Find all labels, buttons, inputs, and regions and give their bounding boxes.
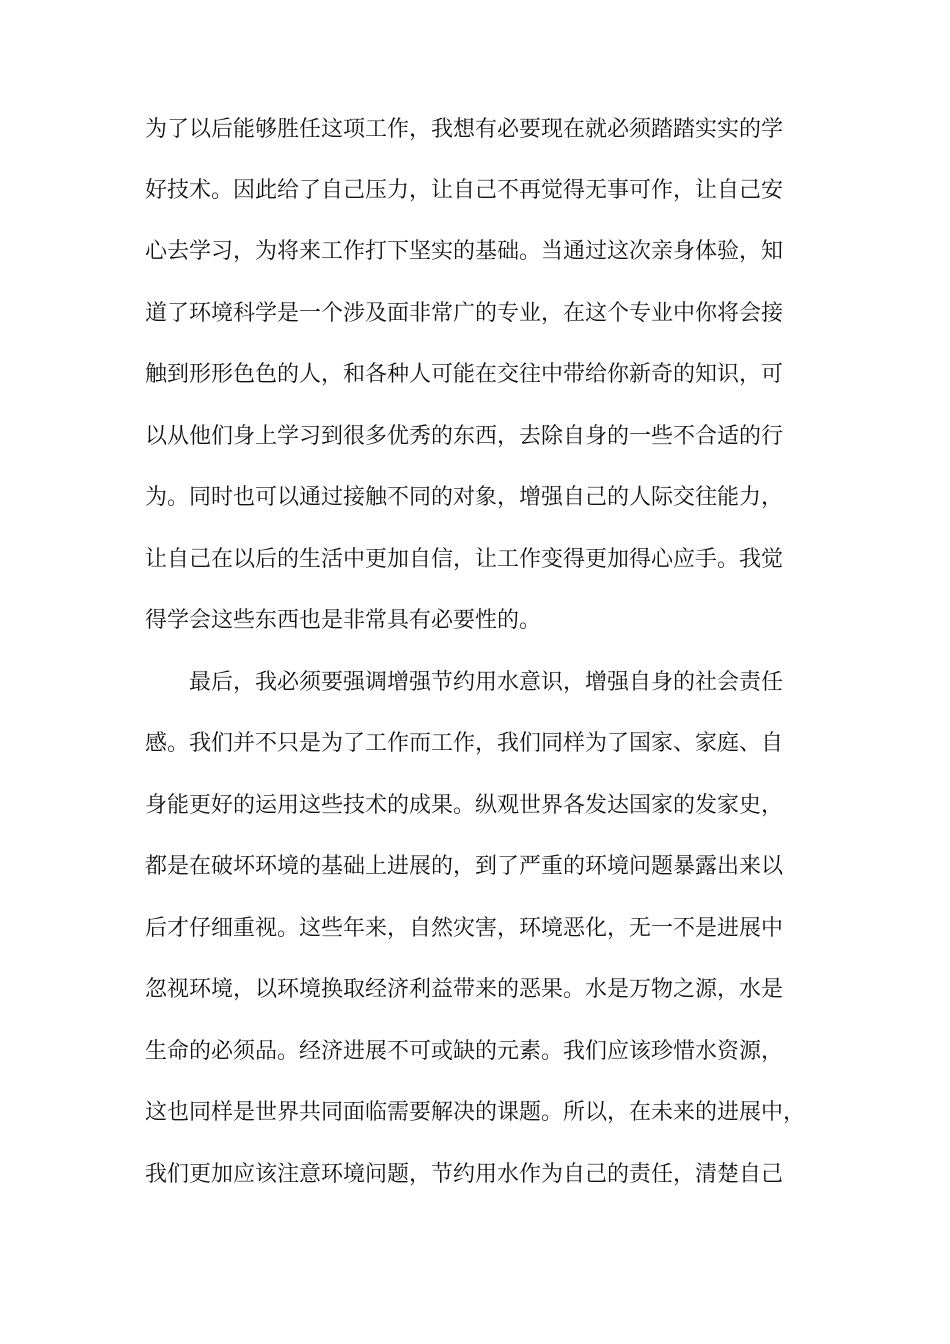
text-line-5: 触到形形色色的人，和各种人可能在交往中带给你新奇的知识，可 [145, 362, 784, 387]
text-line-10: 最后，我必须要强调增强节约用水意识，增强自身的社会责任 [189, 670, 784, 695]
text-line-2: 好技术。因此给了自己压力，让自己不再觉得无事可作，让自己安 [145, 178, 784, 203]
text-line-9: 得学会这些东西也是非常具有必要性的。 [145, 608, 542, 633]
text-line-17: 这也同样是世界共同面临需要解决的课题。所以，在未来的进展中， [145, 1100, 806, 1125]
text-line-3: 心去学习，为将来工作打下坚实的基础。当通过这次亲身体验，知 [145, 239, 784, 264]
text-line-15: 忽视环境，以环境换取经济利益带来的恶果。水是万物之源，水是 [145, 977, 784, 1002]
text-line-7: 为。同时也可以通过接触不同的对象，增强自己的人际交往能力， [145, 485, 784, 510]
text-line-6: 以从他们身上学习到很多优秀的东西，去除自身的一些不合适的行 [145, 424, 784, 449]
text-line-12: 身能更好的运用这些技术的成果。纵观世界各发达国家的发家史， [145, 793, 784, 818]
text-line-4: 道了环境科学是一个涉及面非常广的专业，在这个专业中你将会接 [145, 301, 784, 326]
text-line-13: 都是在破坏环境的基础上进展的，到了严重的环境问题暴露出来以 [145, 854, 784, 879]
text-line-8: 让自己在以后的生活中更加自信，让工作变得更加得心应手。我觉 [145, 547, 784, 572]
text-line-1: 为了以后能够胜任这项工作，我想有必要现在就必须踏踏实实的学 [145, 117, 784, 142]
text-line-14: 后才仔细重视。这些年来，自然灾害，环境恶化，无一不是进展中 [145, 916, 784, 941]
text-line-16: 生命的必须品。经济进展不可或缺的元素。我们应该珍惜水资源， [145, 1039, 784, 1064]
text-line-11: 感。我们并不只是为了工作而工作，我们同样为了国家、家庭、自 [145, 731, 784, 756]
text-line-18: 我们更加应该注意环境问题，节约用水作为自己的责任，清楚自己 [145, 1162, 784, 1187]
